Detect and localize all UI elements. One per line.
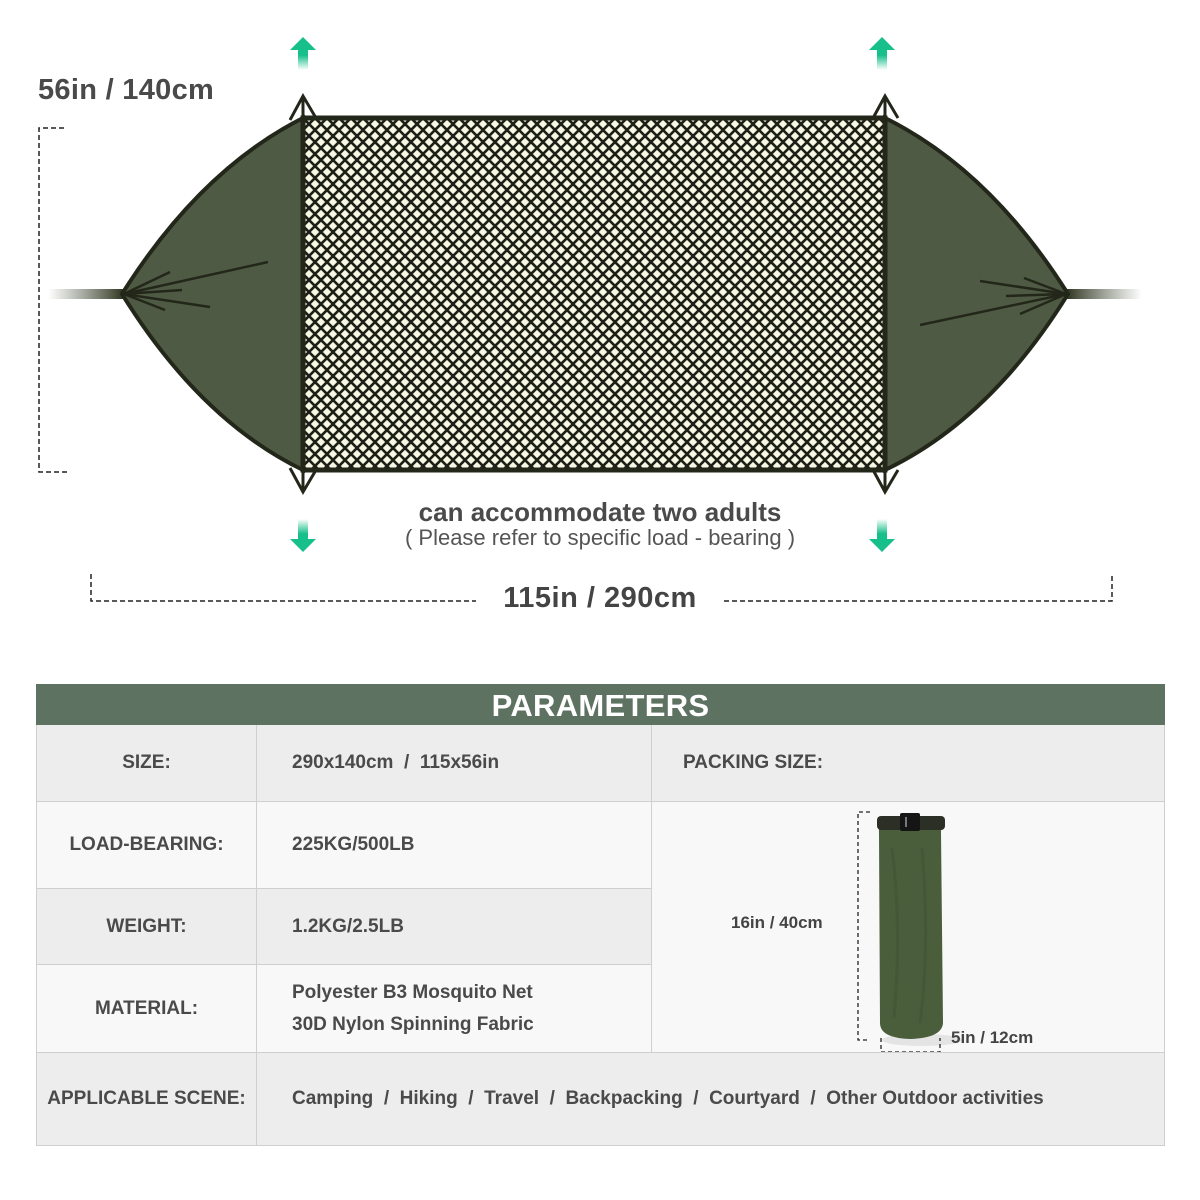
left-fabric bbox=[122, 118, 303, 470]
dry-bag-image bbox=[852, 808, 1052, 1052]
weight-value: 1.2KG/2.5LB bbox=[257, 889, 652, 965]
load-bearing-label: LOAD-BEARING: bbox=[36, 802, 257, 889]
width-dimension-line bbox=[39, 128, 67, 472]
right-rope bbox=[1066, 289, 1142, 299]
load-bearing-value: 225KG/500LB bbox=[257, 802, 652, 889]
length-dimension-label: 115in / 290cm bbox=[480, 582, 720, 615]
capacity-title: can accommodate two adults bbox=[418, 497, 782, 527]
left-rope bbox=[48, 289, 124, 299]
width-dimension-label: 56in / 140cm bbox=[38, 74, 215, 106]
material-line: Polyester B3 Mosquito Net bbox=[292, 981, 533, 1003]
size-label: SIZE: bbox=[36, 725, 257, 802]
arrow-up-icon bbox=[869, 37, 895, 70]
mosquito-net-mesh bbox=[303, 118, 885, 470]
weight-label: WEIGHT: bbox=[36, 889, 257, 965]
parameters-title: PARAMETERS bbox=[36, 684, 1165, 725]
material-label: MATERIAL: bbox=[36, 965, 257, 1053]
capacity-note: ( Please refer to specific load - bearing ) bbox=[404, 525, 796, 550]
packing-size-cell bbox=[652, 802, 1165, 1053]
packing-size-label: PACKING SIZE: bbox=[652, 725, 1165, 802]
arrow-up-icon bbox=[290, 37, 316, 70]
size-value: 290x140cm / 115x56in bbox=[257, 725, 652, 802]
material-value bbox=[257, 965, 652, 1053]
packing-width-label: 5in / 12cm bbox=[951, 1028, 1034, 1047]
material-line: 30D Nylon Spinning Fabric bbox=[292, 1013, 534, 1035]
parameters-table bbox=[36, 684, 1165, 1147]
applicable-scene-value: Camping / Hiking / Travel / Backpacking / Courtyard / Other Outdoor activities bbox=[257, 1053, 1165, 1146]
packing-height-label: 16in / 40cm bbox=[731, 913, 823, 932]
applicable-scene-label: APPLICABLE SCENE: bbox=[36, 1053, 257, 1146]
